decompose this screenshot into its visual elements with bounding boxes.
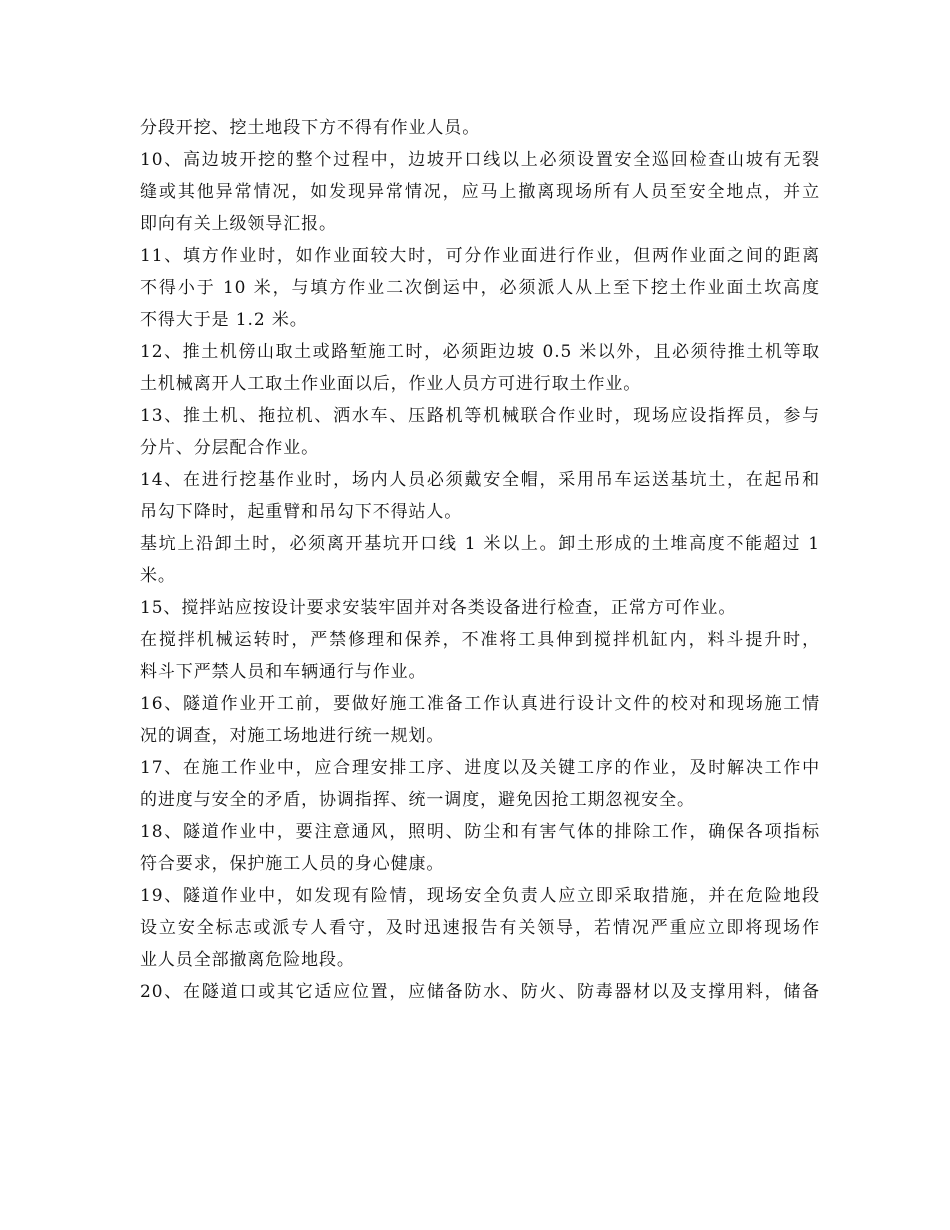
text-line: 16、隧道作业开工前，要做好施工准备工作认真进行设计文件的校对和现场施工情 — [140, 694, 820, 714]
text-line: 18、隧道作业中，要注意通风，照明、防尘和有害气体的排除工作，确保各项指标 — [140, 822, 820, 842]
text-line: 缝或其他异常情况，如发现异常情况，应马上撤离现场所有人员至安全地点，并立 — [140, 182, 820, 202]
text-line: 13、推土机、拖拉机、洒水车、压路机等机械联合作业时，现场应设指挥员，参与 — [140, 406, 820, 426]
text-line: 15、搅拌站应按设计要求安装牢固并对各类设备进行检查，正常方可作业。 — [140, 598, 737, 618]
text-line: 10、高边坡开挖的整个过程中，边坡开口线以上必须设置安全巡回检查山坡有无裂 — [140, 150, 820, 170]
text-line: 吊勾下降时，起重臂和吊勾下不得站人。 — [140, 502, 463, 522]
text-line: 土机械离开人工取土作业面以后，作业人员方可进行取土作业。 — [140, 374, 642, 394]
text-line: 不得大于是 1.2 米。 — [140, 310, 308, 330]
text-line: 不得小于 10 米，与填方作业二次倒运中，必须派人从上至下挖土作业面土坎高度 — [140, 278, 820, 298]
text-line: 设立安全标志或派专人看守，及时迅速报告有关领导，若情况严重应立即将现场作 — [140, 918, 820, 938]
text-line: 业人员全部撤离危险地段。 — [140, 950, 355, 970]
document-body — [140, 112, 820, 1008]
text-line: 即向有关上级领导汇报。 — [140, 214, 337, 234]
text-line: 20、在隧道口或其它适应位置，应储备防水、防火、防毒器材以及支撑用料，储备 — [140, 982, 820, 1002]
text-line: 的进度与安全的矛盾，协调指挥、统一调度，避免因抢工期忽视安全。 — [140, 790, 695, 810]
text-line: 19、隧道作业中，如发现有险情，现场安全负责人应立即采取措施，并在危险地段 — [140, 886, 820, 906]
text-line: 12、推土机傍山取土或路堑施工时，必须距边坡 0.5 米以外，且必须待推土机等取 — [140, 342, 820, 362]
text-line: 料斗下严禁人员和车辆通行与作业。 — [140, 662, 427, 682]
text-line: 11、填方作业时，如作业面较大时，可分作业面进行作业，但两作业面之间的距离 — [140, 246, 820, 266]
text-line: 米。 — [140, 566, 176, 586]
text-line: 14、在进行挖基作业时，场内人员必须戴安全帽，采用吊车运送基坑土，在起吊和 — [140, 470, 820, 490]
text-line: 分片、分层配合作业。 — [140, 438, 319, 458]
text-line: 况的调查，对施工场地进行统一规划。 — [140, 726, 445, 746]
text-line: 17、在施工作业中，应合理安排工序、进度以及关键工序的作业，及时解决工作中 — [140, 758, 820, 778]
text-line: 分段开挖、挖土地段下方不得有作业人员。 — [140, 118, 481, 138]
text-line: 符合要求，保护施工人员的身心健康。 — [140, 854, 445, 874]
text-line: 基坑上沿卸土时，必须离开基坑开口线 1 米以上。卸土形成的土堆高度不能超过 1 — [140, 534, 820, 554]
text-line: 在搅拌机械运转时，严禁修理和保养，不准将工具伸到搅拌机缸内，料斗提升时， — [140, 630, 820, 650]
